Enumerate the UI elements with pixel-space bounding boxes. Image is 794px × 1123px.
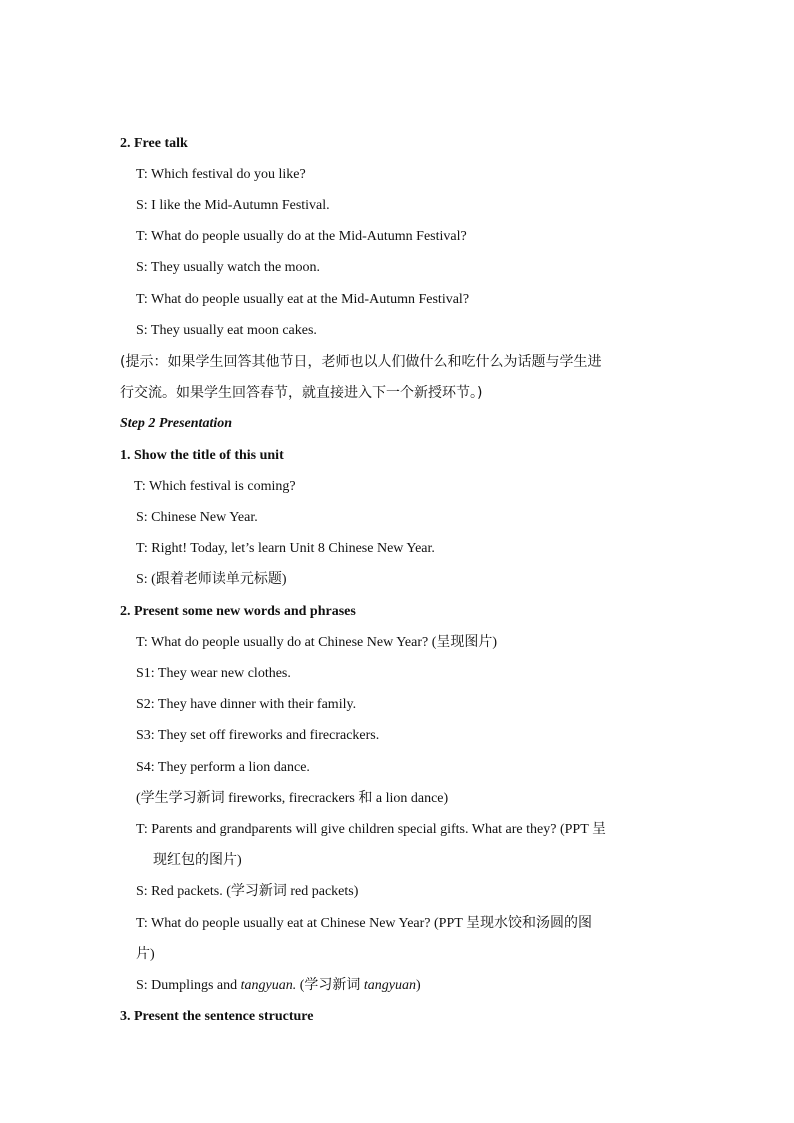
dialogue-line: S2: They have dinner with their family. [136, 697, 357, 712]
dialogue-line: T: What do people usually do at the Mid-Autumn Festival? [136, 229, 467, 244]
dialogue-text: (学习新词 [296, 978, 364, 993]
dialogue-line: T: What do people usually eat at the Mid-Autumn Festival? [136, 292, 470, 307]
dialogue-line: T: What do people usually eat at Chinese New Year? (PPT 呈现水饺和汤圆的图 [136, 916, 593, 931]
new-words-heading: 2. Present some new words and phrases [120, 604, 356, 619]
dialogue-line: S4: They perform a lion dance. [136, 760, 310, 775]
dialogue-line: S: Chinese New Year. [136, 510, 258, 525]
dialogue-text: S: Dumplings and [136, 978, 241, 993]
dialogue-text-italic: tangyuan. [240, 978, 297, 993]
dialogue-line: S3: They set off fireworks and firecrackers. [136, 728, 380, 743]
sentence-structure-heading: 3. Present the sentence structure [120, 1009, 314, 1024]
dialogue-line: T: Which festival is coming? [134, 479, 296, 494]
dialogue-line: S1: They wear new clothes. [136, 666, 291, 681]
tip-note-line: 行交流。如果学生回答春节，就直接进入下一个新授环节。) [120, 385, 483, 401]
free-talk-heading: 2. Free talk [120, 136, 188, 151]
dialogue-line: 现红包的图片) [153, 853, 242, 868]
dialogue-line: S: They usually watch the moon. [136, 260, 321, 275]
dialogue-line: T: Which festival do you like? [136, 167, 306, 182]
dialogue-line: T: Right! Today, let’s learn Unit 8 Chinese New Year. [136, 541, 435, 556]
dialogue-line: S: They usually eat moon cakes. [136, 323, 317, 338]
dialogue-line: T: Parents and grandparents will give children special gifts. What are they? (PPT 呈 [136, 822, 606, 837]
dialogue-line: (学生学习新词 fireworks, firecrackers 和 a lion dance) [136, 791, 449, 806]
dialogue-text-italic: tangyuan [363, 978, 417, 993]
dialogue-line: S: I like the Mid-Autumn Festival. [136, 198, 330, 213]
step2-heading: Step 2 Presentation [120, 416, 233, 431]
dialogue-line [136, 977, 421, 995]
dialogue-line: S: (跟着老师读单元标题) [136, 572, 287, 587]
dialogue-line: S: Red packets. (学习新词 red packets) [136, 884, 359, 899]
show-title-heading: 1. Show the title of this unit [120, 448, 284, 463]
dialogue-line: T: What do people usually do at Chinese New Year? (呈现图片) [136, 635, 498, 650]
dialogue-line: 片) [136, 947, 155, 962]
tip-note-line: (提示：如果学生回答其他节日，老师也以人们做什么和吃什么为话题与学生进 [120, 354, 602, 370]
dialogue-text: ) [416, 978, 421, 993]
